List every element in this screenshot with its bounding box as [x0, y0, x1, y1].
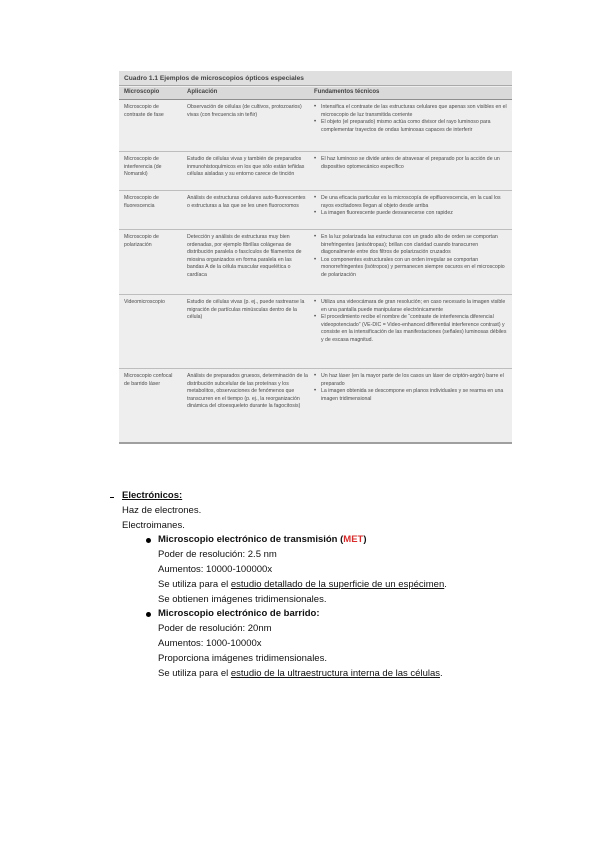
cell-microscope: Microscopio de interferencia (de Nomarski) — [124, 156, 162, 177]
cell-fundamentals — [314, 104, 507, 134]
met-title: Microscopio electrónico de transmisión (MET) — [158, 534, 367, 545]
barrido-use: Se utiliza para el estudio de la ultraestructura interna de las células. — [158, 668, 443, 679]
fundamental-item: • De una eficacia particular es la microscopía de epifluorescencia, en la cual los rayos excitadores llegan al objeto desde arriba — [314, 195, 507, 210]
met-abbrev: MET — [343, 534, 364, 545]
table-row — [119, 191, 512, 230]
fundamental-item: • En la luz polarizada las estructuras con un grado alto de orden se comportan birrefringentes (anisótropas); brillan con claridad cuando transcurren diagonalmente entre dos filtros de polarización cruzados — [314, 234, 507, 257]
table-row — [119, 100, 512, 152]
cell-application: Observación de células (de cultivos, protozoarios) vivas (con frecuencia sin teñir) — [187, 104, 302, 118]
fundamental-item: • Los componentes estructurales con un orden irregular se comportan monorrefringentes (isótropos) y permanecen siempre oscuros en el microscopio de polarización — [314, 257, 507, 280]
table-header-row — [119, 87, 512, 100]
cell-microscope: Microscopio de fluorescencia — [124, 195, 159, 209]
microscope-table — [119, 71, 512, 444]
barrido-title: Microscopio electrónico de barrido: — [158, 608, 320, 619]
met-magnification: Aumentos: 10000-100000x — [158, 564, 273, 575]
met-images: Se obtienen imágenes tridimensionales. — [158, 594, 327, 605]
cell-fundamentals — [314, 156, 507, 171]
header-microscope: Microscopio — [124, 89, 160, 95]
met-resolution: Poder de resolución: 2.5 nm — [158, 549, 277, 560]
fundamental-item: • Utiliza una videocámara de gran resolución; en caso necesario la imagen visible en una pantalla puede manipularse electrónicamente — [314, 299, 507, 314]
table-row — [119, 295, 512, 369]
header-fundamentals: Fundamentos técnicos — [314, 89, 380, 95]
fundamental-item: • La imagen fluorescente puede desvanecerse con rapidez — [314, 210, 507, 218]
cell-fundamentals — [314, 234, 507, 279]
fundamental-item: • Intensifica el contraste de las estructuras celulares que apenas son visibles en el microscopio de luz transmitida corriente — [314, 104, 507, 119]
bullet-dot — [146, 612, 151, 617]
table-row — [119, 369, 512, 442]
barrido-images: Proporciona imágenes tridimensionales. — [158, 653, 327, 664]
cell-application: Estudio de células vivas (p. ej., puede rastrearse la migración de partículas minúsculas dentro de la célula) — [187, 299, 305, 320]
header-application: Aplicación — [187, 89, 218, 95]
table-row — [119, 152, 512, 191]
note-line: Haz de electrones. — [122, 505, 202, 516]
fundamental-item: • El procedimiento recibe el nombre de “contraste de interferencia diferencial videopotenciado” (VE-DIC = Video-enhanced differential interference contrast) y consiste en la intensificación de las manifestaciones (señales) luminosas débiles y de escasa magnitud. — [314, 314, 507, 344]
note-line: Electroimanes. — [122, 520, 185, 531]
list-dash — [110, 497, 114, 498]
barrido-magnification: Aumentos: 1000-10000x — [158, 638, 262, 649]
fundamental-item: • La imagen obtenida se descompone en planos individuales y se rearma en una imagen tridimensional — [314, 388, 507, 403]
table-bottom-border — [119, 442, 512, 444]
cell-fundamentals — [314, 195, 507, 218]
bullet-dot — [146, 538, 151, 543]
cell-application: Estudio de células vivas y también de preparados inmunohistoquímicos en los que sólo están teñidas células aisladas y su entorno carece de tinción — [187, 156, 305, 177]
fundamental-item: • El objeto (el preparado) mismo actúa como divisor del rayo luminoso para complementar trayectos de ondas luminosas capaces de interferir — [314, 119, 507, 134]
table-caption: Cuadro 1.1 Ejemplos de microscopios ópticos especiales — [119, 71, 512, 86]
cell-fundamentals — [314, 299, 507, 344]
barrido-resolution: Poder de resolución: 20nm — [158, 623, 272, 634]
met-use: Se utiliza para el estudio detallado de la superficie de un espécimen. — [158, 579, 447, 590]
cell-application: Análisis de estructuras celulares auto-fluorescentes o estructuras a las que se les unen fluorocromos — [187, 195, 306, 209]
cell-microscope: Microscopio confocal de barrido láser — [124, 373, 173, 387]
fundamental-item: • El haz luminoso se divide antes de atravesar el preparado por la acción de un dispositivo optomecánico específico — [314, 156, 507, 171]
cell-fundamentals — [314, 373, 507, 403]
table-row — [119, 230, 512, 295]
cell-microscope: Microscopio de contraste de fase — [124, 104, 164, 118]
section-title: Electrónicos: — [122, 490, 183, 501]
cell-microscope: Videomicroscopio — [124, 299, 165, 305]
cell-application: Detección y análisis de estructuras muy bien ordenadas, por ejemplo fibrillas colágenas de distribución paralela o fascículos de filamentos de miosina organizados en forma paralela en las bandas A de la célula muscular esquelética o cardíaca — [187, 234, 302, 278]
cell-application: Análisis de preparados gruesos, determinación de la distribución subcelular de las proteínas y los metabolitos, observaciones de fenómenos que transcurren en el tiempo (p. ej., la reorganización dinámica del citoesqueleto durante la fagocitosis) — [187, 373, 308, 409]
fundamental-item: • Un haz láser (en la mayor parte de los casos un láser de criptón-argón) barre el preparado — [314, 373, 507, 388]
cell-microscope: Microscopio de polarización — [124, 234, 159, 248]
